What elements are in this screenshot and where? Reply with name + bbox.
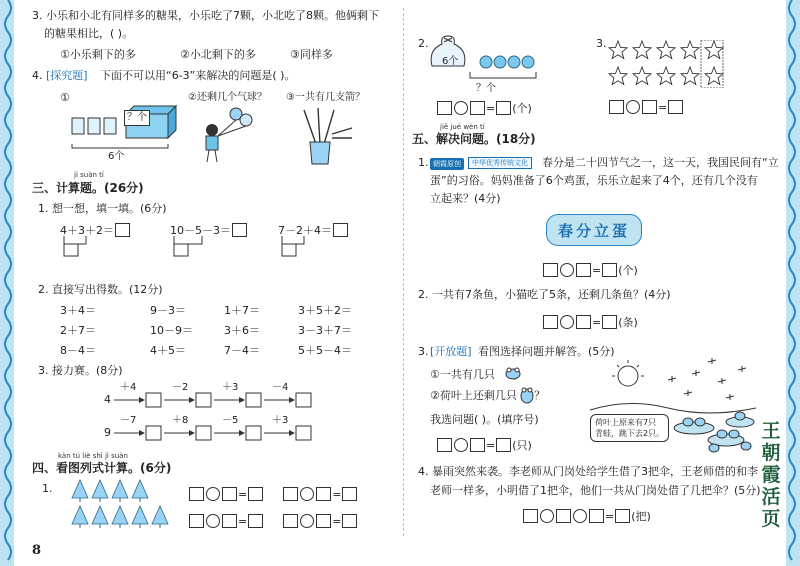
s5q1-text3: 立起来？(4分) — [430, 192, 501, 205]
operator-circle[interactable] — [300, 487, 314, 501]
relay1-op: －4 — [272, 382, 289, 393]
sec5-title: 五、解决问题。(18分) — [412, 132, 536, 146]
answer-box[interactable] — [437, 438, 452, 452]
answer-box[interactable] — [602, 263, 617, 277]
q4-text: 下面不可以用“6-3”来解决的问题是( )。 — [100, 69, 296, 82]
answer-box[interactable] — [316, 514, 331, 528]
s5q3-tag: [开放题] — [430, 345, 472, 358]
right-wave-border — [786, 0, 800, 566]
relay2-op: －5 — [222, 415, 239, 426]
s5q1-badge-original: 朝霞原创 — [430, 158, 464, 170]
s3q2-title: 2. 直接写出得数。(12分) — [38, 283, 163, 296]
operator-circle[interactable] — [560, 263, 574, 277]
calc-item: 3－3＋7＝ — [298, 324, 352, 337]
answer-box[interactable] — [543, 315, 558, 329]
q4-option3: ③一共有几支箭？ — [286, 92, 365, 103]
relay1-op: ＋4 — [120, 382, 137, 393]
answer-box[interactable] — [189, 514, 204, 528]
frog-on-leaf-icon — [520, 386, 534, 404]
answer-box[interactable] — [576, 263, 591, 277]
s3q1-bracket1 — [62, 236, 112, 258]
answer-box[interactable] — [342, 514, 357, 528]
operator-circle[interactable] — [540, 509, 554, 523]
answer-box[interactable] — [222, 514, 237, 528]
s5q1-text2: 蛋”的习俗。妈妈准备了6个鸡蛋，乐乐立起来了4个，还有几个没有 — [430, 174, 758, 187]
operator-circle[interactable] — [206, 487, 220, 501]
q3-number-right: 3. — [596, 37, 607, 50]
calc-item: 3＋6＝ — [224, 324, 260, 337]
s5q1-answer-row: = (个) — [542, 262, 638, 278]
answer-box[interactable] — [283, 487, 298, 501]
answer-box[interactable] — [523, 509, 538, 523]
q4-number: 4. — [32, 69, 43, 82]
s4q1-number: 1. — [42, 482, 53, 495]
girl-with-balloons-illustration — [196, 106, 256, 164]
q3-option2: ②小北剩下的多 — [180, 48, 256, 61]
answer-box[interactable] — [333, 223, 348, 237]
operator-circle[interactable] — [206, 514, 220, 528]
relay1-chain — [112, 390, 358, 410]
operator-circle[interactable] — [454, 438, 468, 452]
s5q3-choose: 我选问题( )。(填序号) — [430, 413, 539, 426]
s5q3-unit: (只) — [512, 439, 532, 452]
answer-box[interactable] — [283, 514, 298, 528]
pond-speech-bubble — [590, 414, 669, 442]
frog-icon — [504, 366, 522, 380]
answer-box[interactable] — [576, 315, 591, 329]
answer-box[interactable] — [602, 315, 617, 329]
answer-box[interactable] — [189, 487, 204, 501]
q2-number: 2. — [418, 37, 429, 50]
answer-box[interactable] — [470, 101, 485, 115]
pond-bubble-line2: 青蛙，跳下去2只。 — [595, 429, 665, 438]
relay2-op: －7 — [120, 415, 137, 426]
answer-box[interactable] — [222, 487, 237, 501]
calc-item: 3＋4＝ — [60, 304, 96, 317]
publisher-brand: 王朝霞活页 — [761, 420, 781, 530]
s3q1-eq1-text: 4＋3＋2＝ — [60, 224, 114, 237]
q3-line1: 3. 小乐和小北有同样多的糖果，小乐吃了7颗，小北吃了8颗。他俩剩下 — [32, 9, 379, 22]
q3-answer-row-right: = — [608, 100, 684, 114]
sec5-pinyin: jiě jué wèn tí — [440, 123, 485, 131]
q2-question: ？个 — [476, 83, 496, 94]
answer-box[interactable] — [609, 100, 624, 114]
s5q3-option1: ①一共有几只 — [430, 368, 495, 381]
answer-box[interactable] — [589, 509, 604, 523]
relay2-op: ＋3 — [272, 415, 289, 426]
s5q3-answer-row: = (只) — [436, 437, 532, 453]
sec3-title: 三、计算题。(26分) — [32, 181, 144, 195]
s5q4-line1: 4. 暴雨突然来袭。李老师从门岗处给学生借了3把伞，王老师借的和李 — [418, 465, 758, 478]
answer-box[interactable] — [556, 509, 571, 523]
answer-box[interactable] — [342, 487, 357, 501]
calc-item: 8－4＝ — [60, 344, 96, 357]
calc-item: 2＋7＝ — [60, 324, 96, 337]
relay2-start: 9 — [104, 426, 111, 439]
s5q4-unit: (把) — [631, 510, 651, 523]
trees-illustration — [68, 478, 172, 530]
column-divider — [403, 8, 404, 536]
arrows-in-quiver-illustration — [296, 104, 356, 166]
calc-item: 10－9＝ — [150, 324, 193, 337]
answer-box[interactable] — [248, 487, 263, 501]
q4-option1-mark: ① — [60, 91, 70, 104]
q3-line2: 的糖果相比，( )。 — [44, 27, 134, 40]
s5q1-badge-culture: 中华优秀传统文化 — [468, 157, 532, 169]
calc-item: 4＋5＝ — [150, 344, 186, 357]
relay1-start: 4 — [104, 393, 111, 406]
operator-circle[interactable] — [573, 509, 587, 523]
s5q3-option2-end: ？ — [534, 389, 545, 402]
calc-item: 1＋7＝ — [224, 304, 260, 317]
relay2-op: ＋8 — [172, 415, 189, 426]
q3-option1: ①小乐剩下的多 — [60, 48, 136, 61]
s3q3-title: 3. 接力赛。(8分) — [38, 364, 123, 377]
relay1-op: ＋3 — [222, 382, 239, 393]
answer-box[interactable] — [615, 509, 630, 523]
s5q1-number: 1. — [418, 156, 429, 169]
sec4-title: 四、看图列式计算。(6分) — [32, 461, 172, 475]
relay2-chain — [112, 423, 358, 443]
spring-egg-art-text: 春分立蛋 — [557, 221, 630, 240]
s5q4-answer-row: = (把) — [522, 508, 651, 524]
operator-circle[interactable] — [300, 514, 314, 528]
answer-box[interactable] — [543, 263, 558, 277]
s3q1-eq2-text: 10－5－3＝ — [170, 224, 231, 237]
calc-item: 3＋5＋2＝ — [298, 304, 352, 317]
answer-box[interactable] — [437, 101, 452, 115]
s5q2-unit: (条) — [618, 316, 638, 329]
calc-item: 5＋5－4＝ — [298, 344, 352, 357]
q2-unit: (个) — [512, 102, 532, 115]
q4-total-label: 6个 — [108, 151, 125, 162]
s5q2-text: 2. 一共有7条鱼，小猫吃了5条，还剩几条鱼？(4分) — [418, 288, 671, 301]
sec3-pinyin: jì suàn tí — [74, 171, 104, 179]
q3-option3: ③同样多 — [290, 48, 333, 61]
s4-answer-row2: = = — [188, 514, 358, 528]
left-wave-border — [0, 0, 14, 566]
s5q1-unit: (个) — [618, 264, 638, 277]
s5q3-number: 3. — [418, 345, 429, 358]
sec4-pinyin: kàn tú liè shì jì suàn — [58, 452, 128, 460]
operator-circle[interactable] — [626, 100, 640, 114]
answer-box[interactable] — [496, 438, 511, 452]
q2-bag-label: 6个 — [442, 56, 459, 67]
s5q3-text: 看图选择问题并解答。(5分) — [478, 345, 615, 358]
answer-box[interactable] — [115, 223, 130, 237]
s4-answer-row1: = = — [188, 487, 358, 501]
answer-box[interactable] — [316, 487, 331, 501]
s3q1-title: 1. 想一想，填一填。(6分) — [38, 202, 167, 215]
calc-item: 7－4＝ — [224, 344, 260, 357]
spring-egg-art — [546, 214, 642, 246]
q4-option2: ②还剩几个气球？ — [188, 92, 267, 103]
relay1-op: －2 — [172, 382, 189, 393]
answer-box[interactable] — [496, 101, 511, 115]
answer-box[interactable] — [470, 438, 485, 452]
s5q3-option2: ②荷叶上还剩几只 — [430, 389, 517, 402]
answer-box[interactable] — [668, 100, 683, 114]
s5q1-text1: 春分是二十四节气之一，这一天，我国民间有“立 — [542, 156, 779, 169]
answer-box[interactable] — [232, 223, 247, 237]
q4-tag: [探究题] — [46, 69, 88, 82]
s5q4-line2: 老师一样多，小明借了1把伞，他们一共从门岗处借了几把伞？(5分) — [430, 484, 761, 497]
s3q1-bracket3 — [280, 236, 330, 258]
stars-illustration — [608, 40, 724, 88]
page-number: 8 — [32, 543, 42, 558]
q4-box-label: ？个 — [124, 110, 150, 126]
q2-answer-row: = (个) — [436, 100, 532, 116]
s3q1-eq3-text: 7－2＋4＝ — [278, 224, 332, 237]
s3q1-bracket2 — [172, 236, 222, 258]
answer-box[interactable] — [642, 100, 657, 114]
answer-box[interactable] — [248, 514, 263, 528]
operator-circle[interactable] — [454, 101, 468, 115]
s5q2-answer-row: = (条) — [542, 314, 638, 330]
pond-bubble-line1: 荷叶上原来有7只 — [595, 418, 657, 427]
calc-item: 9－3＝ — [150, 304, 186, 317]
operator-circle[interactable] — [560, 315, 574, 329]
